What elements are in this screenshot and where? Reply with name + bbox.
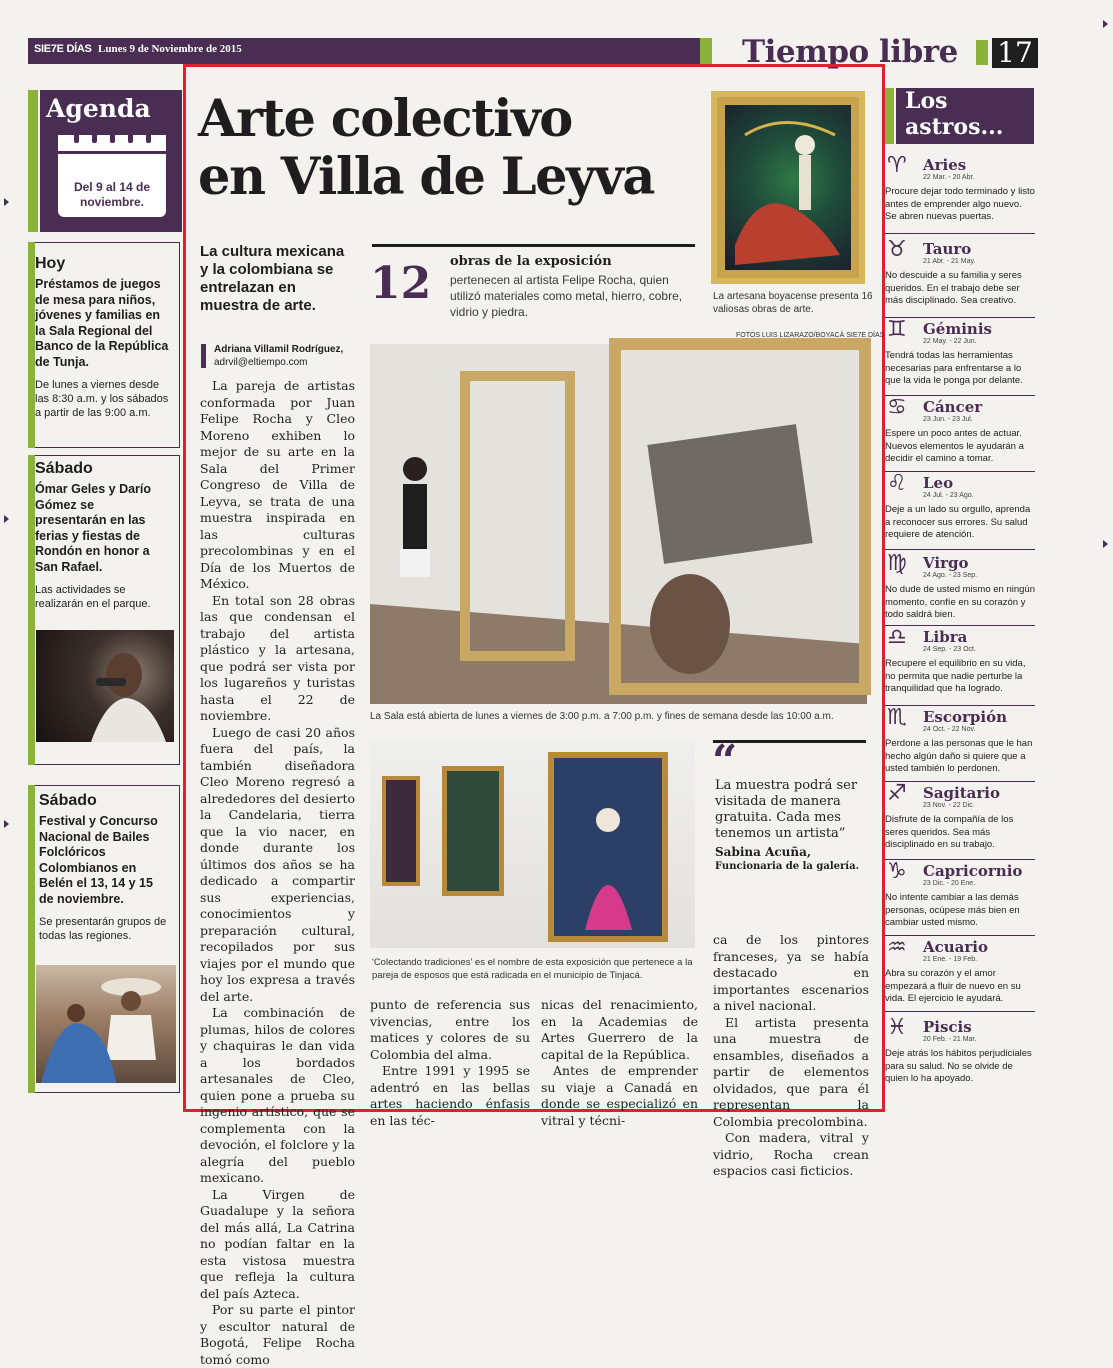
newspaper-brand: SIE7E DÍAS (34, 43, 92, 55)
agenda-item-accent (28, 242, 35, 448)
capricorn-icon: ♑ (887, 859, 907, 884)
small-photo-caption: 'Colectando tradiciones' es el nombre de esta exposición que pertenece a la pareja de esposos que está radicada en el municipio de Tinjacá. (372, 957, 693, 981)
artwork-caption: La artesana boyacense presenta 16 valiosas obras de arte. (713, 291, 873, 315)
stat-number: 12 (370, 258, 432, 309)
agenda-item-hoy (28, 242, 180, 448)
article-column-2: punto de referencia sus vivencias, entre los matices y colores de su Colombia del alma. Entre 1991 y 1995 se adentró en las bellas artes haciendo énfasis en las téc- (370, 997, 530, 1128)
quote-role: Funcionaria de la galería. (715, 861, 860, 872)
sign-cancer: ♋ Cáncer 23 Jun. - 23 Jul. Espere un poco antes de actuar. Nuevos elementos le ayudarán a decidir el camino a tomar. (885, 396, 1035, 472)
stat-title: obras de la exposición (450, 254, 612, 269)
sign-libra: ♎ Libra 24 Sep. - 23 Oct. Recupere el equilibrio en su vida, no permita que nadie perturbe la tranquilidad que ha logrado. (885, 626, 1035, 706)
agenda-title: Agenda (46, 94, 151, 123)
aquarius-icon: ♒ (887, 935, 907, 960)
stat-rule (372, 244, 695, 247)
stat-text: pertenecen al artista Felipe Rocha, quien utilizó materiales como metal, hierro, cobre, vidrio y piedra. (450, 273, 683, 319)
sign-geminis: ♊ Géminis 22 May. - 22 Jun. Tendrá todas las herramientas necesarias para enfrentarse a lo que la vida le ponga por delante. (885, 318, 1035, 396)
astros-accent (885, 88, 894, 144)
article-column-3: nicas del renacimiento, en la Academias de Artes Guerrero de la capital de la República. Antes de emprender su viaje a Canadá en donde se especializó en vitral y técni- (541, 997, 698, 1128)
article-headline: Arte colectivo en Villa de Leyva (198, 89, 654, 207)
libra-icon: ♎ (887, 625, 907, 650)
gallery-main-photo (370, 344, 867, 704)
agenda-item-accent (28, 785, 35, 1093)
agenda-item-heading: Sábado (35, 460, 93, 477)
sign-piscis: ♓ Piscis 20 Feb. - 21 Mar. Deje atrás los hábitos perjudiciales para su salud. No se olvide de quien lo ha apoyado. (885, 1015, 1032, 1084)
byline-email[interactable]: adrvil@eltiempo.com (214, 357, 308, 368)
agenda-accent (28, 90, 38, 232)
page-marker-icon (4, 515, 9, 523)
main-photo-caption: La Sala está abierta de lunes a viernes de 3:00 p.m. a 7:00 p.m. y fines de semana desde las 10:00 a.m. (370, 711, 834, 722)
scorpio-icon: ♏ (887, 705, 907, 730)
section-accent (976, 40, 988, 65)
page-marker-icon (4, 198, 9, 206)
agenda-item-accent (28, 455, 35, 765)
pisces-icon: ♓ (887, 1015, 907, 1040)
leo-icon: ♌ (887, 471, 907, 496)
article-subhead: La cultura mexicana y la colombiana se entrelazan en muestra de arte. (200, 243, 345, 314)
byline-author: Adriana Villamil Rodríguez, (214, 344, 344, 355)
sign-aries: ♈ Aries 22 Mar. - 20 Abr. Procure dejar todo terminado y listo antes de emprender algo nuevo. Se abren nuevas puertas. (885, 154, 1035, 234)
cancer-icon: ♋ (887, 395, 907, 420)
page-marker-icon (1103, 540, 1108, 548)
quote-author: Sabina Acuña, (715, 845, 812, 859)
agenda-dates: Del 9 al 14 de noviembre. (73, 180, 151, 209)
sign-virgo: ♍ Virgo 24 Ago. - 23 Sep. No dude de usted mismo en ningún momento, confíe en su corazón y todo saldrá bien. (885, 552, 1035, 626)
quote-mark-icon: “ (712, 736, 738, 787)
aries-icon: ♈ (887, 153, 907, 178)
issue-date: Lunes 9 de Noviembre de 2015 (98, 43, 242, 55)
agenda-item-note: Se presentarán grupos de todas las regiones. (39, 916, 167, 942)
sagittarius-icon: ♐ (887, 781, 907, 806)
sign-capricornio: ♑ Capricornio 23 Dic. - 20 Ene. No intente cambiar a las demás personas, ocúpese más bien en cambiar usted mismo. (885, 860, 1035, 936)
agenda-item-body: Préstamos de juegos de mesa para niños, jóvenes y familias en la Sala Regional del Banco de la República de Tunja. (35, 277, 169, 369)
page-marker-icon (1103, 20, 1108, 28)
catrina-artwork-photo (711, 91, 865, 284)
page-marker-icon (4, 820, 9, 828)
astros-title: Los astros... (905, 88, 1004, 140)
page-number: 17 (992, 38, 1038, 68)
sign-leo: ♌ Leo 24 Jul. - 23 Ago. Deje a un lado su orgullo, aprenda a reconocer sus errores. Su salud requiere de atención. (885, 472, 1035, 550)
singer-photo (36, 630, 174, 742)
masthead-accent (700, 38, 712, 64)
agenda-item-heading: Hoy (35, 255, 66, 272)
article-column-4: ca de los pintores franceses, ya se había destacado en importantes escenarios a nivel nacional. El artista presenta una muestra de ensambles, diseñados a partir de elementos olvidados, que para él representan la Colombia precolombina. Con madera, vitral y vidrio, Rocha crean espacios casi ficticios. (713, 932, 869, 1178)
byline-accent (201, 344, 206, 368)
sign-sagitario: ♐ Sagitario 23 Nov. - 22 Dic. Disfrute de la compañía de los seres queridos. Sea más disciplinado en su trabajo. (885, 782, 1035, 860)
taurus-icon: ♉ (887, 237, 907, 262)
sign-tauro: ♉ Tauro 21 Abr. - 21 May. No descuide a su familia y seres queridos. En el trabajo debe ser más disciplinado. Sea creativo. (885, 238, 1035, 318)
folk-dance-photo (36, 965, 176, 1083)
pull-quote: La muestra podrá ser visitada de manera gratuita. Cada mes tenemos un artista” (715, 778, 858, 841)
article-column-1: La pareja de artistas conformada por Juan Felipe Rocha y Cleo Moreno exhiben lo mejor de su arte en la Sala del Primer Congreso de Villa de Leyva, se trata de una muestra inspirada en las culturas precolombinas y en el Día de los Muertos de México. En total son 28 obras las que condensan el trabajo del artista plástico y la artesana, que podrá ser vista por los lugareños y turistas hasta el 22 de noviembre. Luego de casi 20 años fuera del país, la también diseñadora Cleo Moreno regresó a alrededores del desierto la Candelaria, tierra que la vio nacer, en donde durante los últimos dos años se ha dedicado a compartir sus experiencias, conocimientos y preparación cultural, recopilados por sus viajes por el mundo que hoy los expresa a través del arte. La combinación de plumas, hilos de colores y chaquiras le dan vida a los bordados artesanales de Cleo, quien pone a prueba su ingenio artístico, que se complementa con la devoción, el folclore y la alegría del pueblo mexicano. La Virgen de Guadalupe y la señora del más allá, La Catrina no podían faltar en la esta vistosa muestra que refleja la cultura del país Azteca. Por su parte el pintor y escultor natural de Bogotá, Felipe Rocha tomó como (200, 378, 355, 1367)
section-title: Tiempo libre (742, 34, 958, 70)
gemini-icon: ♊ (887, 317, 907, 342)
virgo-icon: ♍ (887, 551, 907, 576)
agenda-item-body: Ómar Geles y Darío Gómez se presentarán en las ferias y fiestas de Rondón en honor a San Rafael. (35, 482, 152, 574)
gallery-paintings-photo (370, 740, 695, 948)
agenda-item-note: Las actividades se realizarán en el parque. (35, 584, 151, 610)
photo-credit: FOTOS LUIS LIZARAZO/BOYACÁ SIE7E DÍAS (736, 332, 885, 339)
sign-escorpion: ♏ Escorpión 24 Oct. - 22 Nov. Perdone a las personas que le han hecho algún daño si quiere que a usted también lo perdonen. (885, 706, 1035, 782)
agenda-item-note: De lunes a viernes desde las 8:30 a.m. y los sábados a partir de las 9:00 a.m. (35, 379, 169, 419)
sign-acuario: ♒ Acuario 21 Ene. - 19 Feb. Abra su corazón y el amor empezará a fluir de nuevo en su vida. El ejercicio le ayudará. (885, 936, 1035, 1012)
agenda-item-body: Festival y Concurso Nacional de Bailes Folclóricos Colombianos en Belén el 13, 14 y 15 de noviembre. (39, 814, 158, 906)
agenda-item-heading: Sábado (39, 792, 97, 809)
